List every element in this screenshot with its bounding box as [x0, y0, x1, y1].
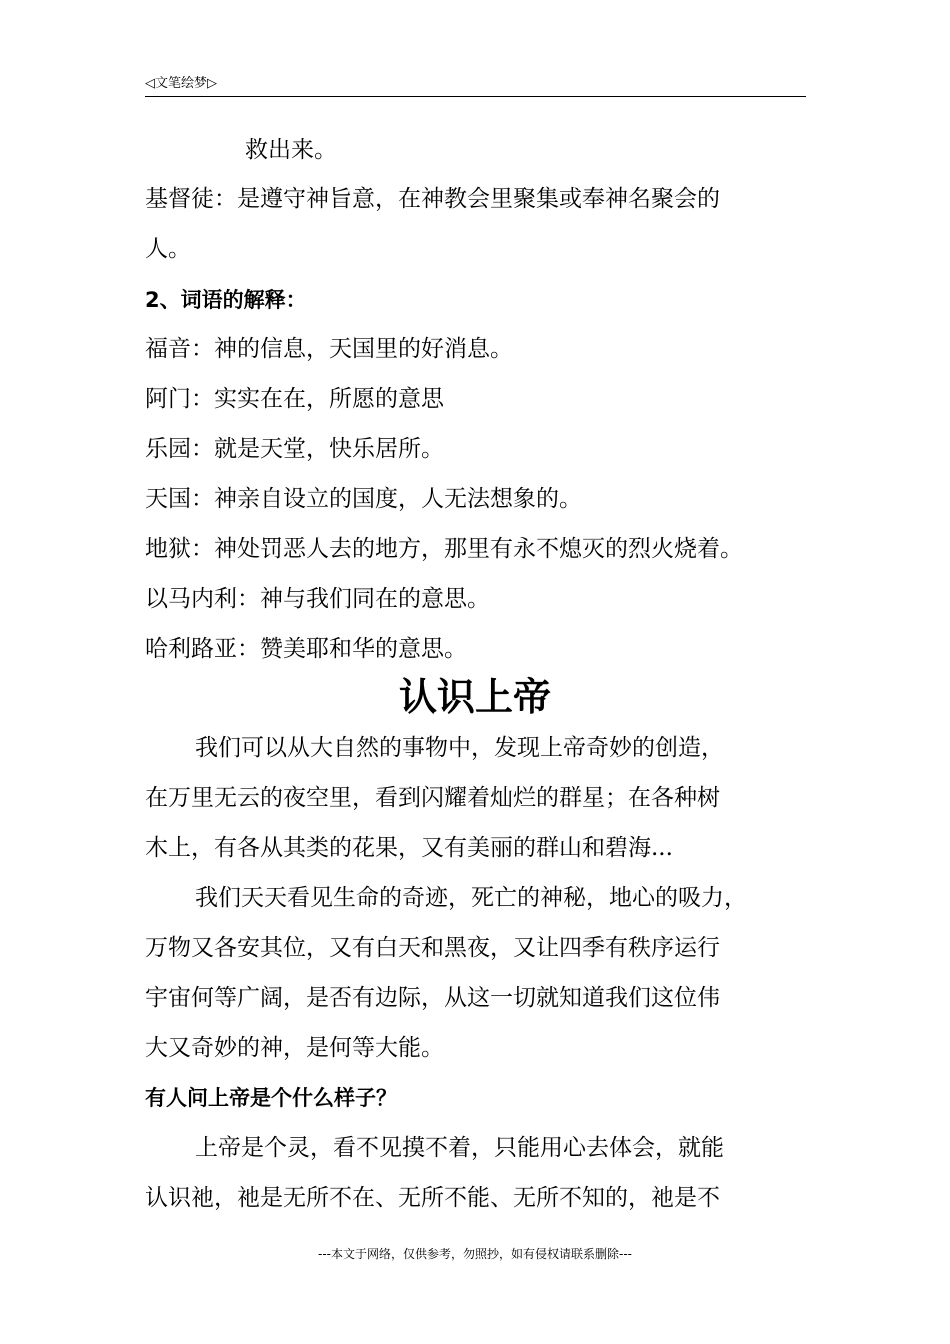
definition-hallelujah: 哈利路亚：赞美耶和华的意思。 — [145, 636, 467, 662]
paragraph-line-8: 上帝是个灵，看不见摸不着，只能用心去体会，就能 — [195, 1135, 724, 1161]
paragraph-line-3: 木上，有各从其类的花果，又有美丽的群山和碧海... — [145, 835, 673, 861]
text-line-3: 人。 — [145, 236, 191, 262]
section-heading: 2、词语的解释： — [145, 288, 307, 312]
definition-heaven: 天国：神亲自设立的国度，人无法想象的。 — [145, 486, 582, 512]
text-line-2: 基督徒：是遵守神旨意，在神教会里聚集或奉神名聚会的 — [145, 186, 720, 212]
paragraph-line-1: 我们可以从大自然的事物中，发现上帝奇妙的创造， — [195, 735, 724, 761]
text-line-1: 救出来。 — [245, 137, 337, 163]
section-title: 认识上帝 — [398, 675, 551, 719]
paragraph-line-4: 我们天天看见生命的奇迹，死亡的神秘，地心的吸力， — [195, 885, 747, 911]
definition-hell: 地狱：神处罚恶人去的地方，那里有永不熄灭的烈火烧着。 — [145, 536, 743, 562]
header-text: ◁文笔绘梦▷ — [145, 76, 217, 91]
paragraph-line-5: 万物又各安其位，又有白天和黑夜，又让四季有秩序运行 — [145, 935, 720, 961]
paragraph-line-6: 宇宙何等广阔，是否有边际，从这一切就知道我们这位伟 — [145, 985, 720, 1011]
definition-paradise: 乐园：就是天堂，快乐居所。 — [145, 436, 444, 462]
paragraph-line-7: 大又奇妙的神，是何等大能。 — [145, 1035, 444, 1061]
definition-gospel: 福音：神的信息，天国里的好消息。 — [145, 336, 513, 362]
definition-amen: 阿门：实实在在，所愿的意思 — [145, 386, 444, 412]
page-footer: ---本文于网络，仅供参考，勿照抄，如有侵权请联系删除--- — [318, 1247, 632, 1261]
question-heading: 有人问上帝是个什么样子？ — [145, 1086, 397, 1110]
paragraph-line-2: 在万里无云的夜空里，看到闪耀着灿烂的群星；在各种树 — [145, 785, 720, 811]
paragraph-line-9: 认识祂，祂是无所不在、无所不能、无所不知的，祂是不 — [145, 1185, 720, 1211]
page-header — [145, 74, 806, 97]
definition-immanuel: 以马内利：神与我们同在的意思。 — [145, 586, 490, 612]
